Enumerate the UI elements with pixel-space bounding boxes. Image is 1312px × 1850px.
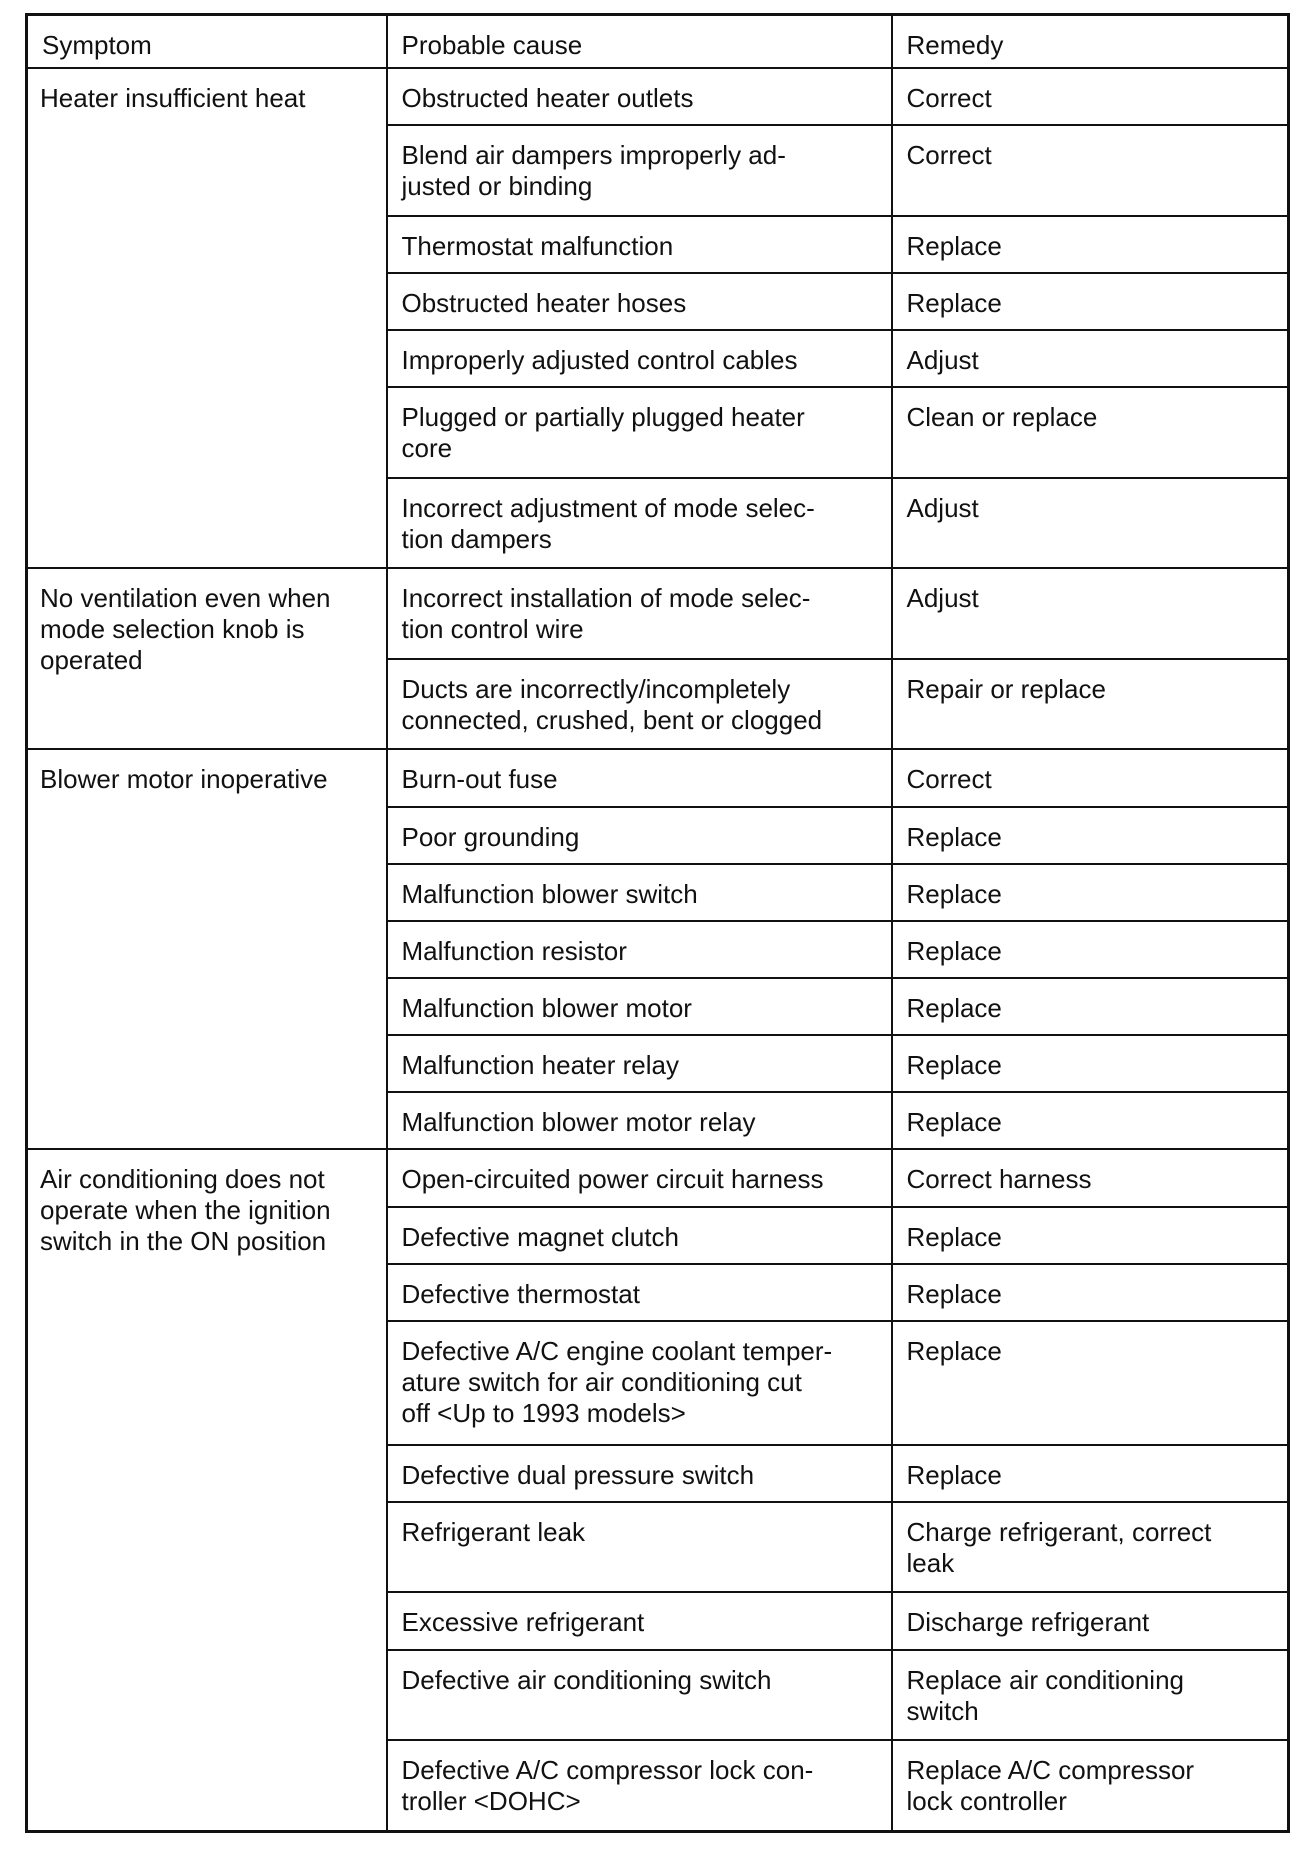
- remedy-cell: Replace: [892, 864, 1289, 921]
- probable-cause-cell: Defective A/C compressor lock con- troller <DOHC>: [387, 1740, 892, 1831]
- remedy-cell: Replace: [892, 1264, 1289, 1321]
- remedy-cell: Replace: [892, 1445, 1289, 1502]
- probable-cause-cell: Defective air conditioning switch: [387, 1650, 892, 1741]
- header-probable-cause: Probable cause: [387, 15, 892, 69]
- symptom-cell: Blower motor inoperative: [27, 749, 387, 1149]
- probable-cause-cell: Blend air dampers improperly ad- justed or binding: [387, 125, 892, 216]
- probable-cause-cell: Thermostat malfunction: [387, 216, 892, 273]
- probable-cause-cell: Malfunction heater relay: [387, 1035, 892, 1092]
- probable-cause-cell: Obstructed heater hoses: [387, 273, 892, 330]
- remedy-cell: Replace: [892, 807, 1289, 864]
- table-body: [27, 68, 1289, 1832]
- table-row: [27, 1149, 1289, 1206]
- remedy-cell: Replace: [892, 978, 1289, 1035]
- table-row: [27, 568, 1289, 659]
- remedy-cell: Replace: [892, 1092, 1289, 1149]
- remedy-cell: Replace: [892, 216, 1289, 273]
- table-row: [27, 749, 1289, 806]
- remedy-cell: Adjust: [892, 478, 1289, 569]
- remedy-cell: Replace: [892, 921, 1289, 978]
- remedy-cell: Adjust: [892, 330, 1289, 387]
- probable-cause-cell: Malfunction resistor: [387, 921, 892, 978]
- probable-cause-cell: Defective dual pressure switch: [387, 1445, 892, 1502]
- probable-cause-cell: Malfunction blower switch: [387, 864, 892, 921]
- header-row: [27, 15, 1289, 69]
- symptom-cell: Air conditioning does not operate when the ignition switch in the ON position: [27, 1149, 387, 1831]
- probable-cause-cell: Excessive refrigerant: [387, 1592, 892, 1649]
- remedy-cell: Discharge refrigerant: [892, 1592, 1289, 1649]
- probable-cause-cell: Ducts are incorrectly/incompletely connected, crushed, bent or clogged: [387, 659, 892, 750]
- header-remedy: Remedy: [892, 15, 1289, 69]
- remedy-cell: Replace: [892, 273, 1289, 330]
- remedy-cell: Replace A/C compressor lock controller: [892, 1740, 1289, 1831]
- remedy-cell: Replace: [892, 1035, 1289, 1092]
- remedy-cell: Charge refrigerant, correct leak: [892, 1502, 1289, 1593]
- symptom-cell: No ventilation even when mode selection knob is operated: [27, 568, 387, 749]
- probable-cause-cell: Poor grounding: [387, 807, 892, 864]
- probable-cause-cell: Incorrect adjustment of mode selec- tion dampers: [387, 478, 892, 569]
- remedy-cell: Clean or replace: [892, 387, 1289, 478]
- remedy-cell: Correct: [892, 749, 1289, 806]
- table-row: [27, 68, 1289, 125]
- remedy-cell: Correct: [892, 68, 1289, 125]
- troubleshooting-document: [25, 13, 1287, 1833]
- remedy-cell: Replace air conditioning switch: [892, 1650, 1289, 1741]
- probable-cause-cell: Malfunction blower motor: [387, 978, 892, 1035]
- remedy-cell: Replace: [892, 1321, 1289, 1445]
- probable-cause-cell: Refrigerant leak: [387, 1502, 892, 1593]
- header-symptom: Symptom: [27, 15, 387, 69]
- remedy-cell: Correct harness: [892, 1149, 1289, 1206]
- probable-cause-cell: Defective thermostat: [387, 1264, 892, 1321]
- probable-cause-cell: Malfunction blower motor relay: [387, 1092, 892, 1149]
- remedy-cell: Adjust: [892, 568, 1289, 659]
- troubleshooting-table: [25, 13, 1290, 1833]
- probable-cause-cell: Open-circuited power circuit harness: [387, 1149, 892, 1206]
- symptom-cell: Heater insufficient heat: [27, 68, 387, 568]
- probable-cause-cell: Burn-out fuse: [387, 749, 892, 806]
- probable-cause-cell: Incorrect installation of mode selec- tion control wire: [387, 568, 892, 659]
- probable-cause-cell: Improperly adjusted control cables: [387, 330, 892, 387]
- probable-cause-cell: Obstructed heater outlets: [387, 68, 892, 125]
- probable-cause-cell: Plugged or partially plugged heater core: [387, 387, 892, 478]
- remedy-cell: Replace: [892, 1207, 1289, 1264]
- probable-cause-cell: Defective magnet clutch: [387, 1207, 892, 1264]
- probable-cause-cell: Defective A/C engine coolant temper- ature switch for air conditioning cut off <Up to 1993 models>: [387, 1321, 892, 1445]
- remedy-cell: Repair or replace: [892, 659, 1289, 750]
- remedy-cell: Correct: [892, 125, 1289, 216]
